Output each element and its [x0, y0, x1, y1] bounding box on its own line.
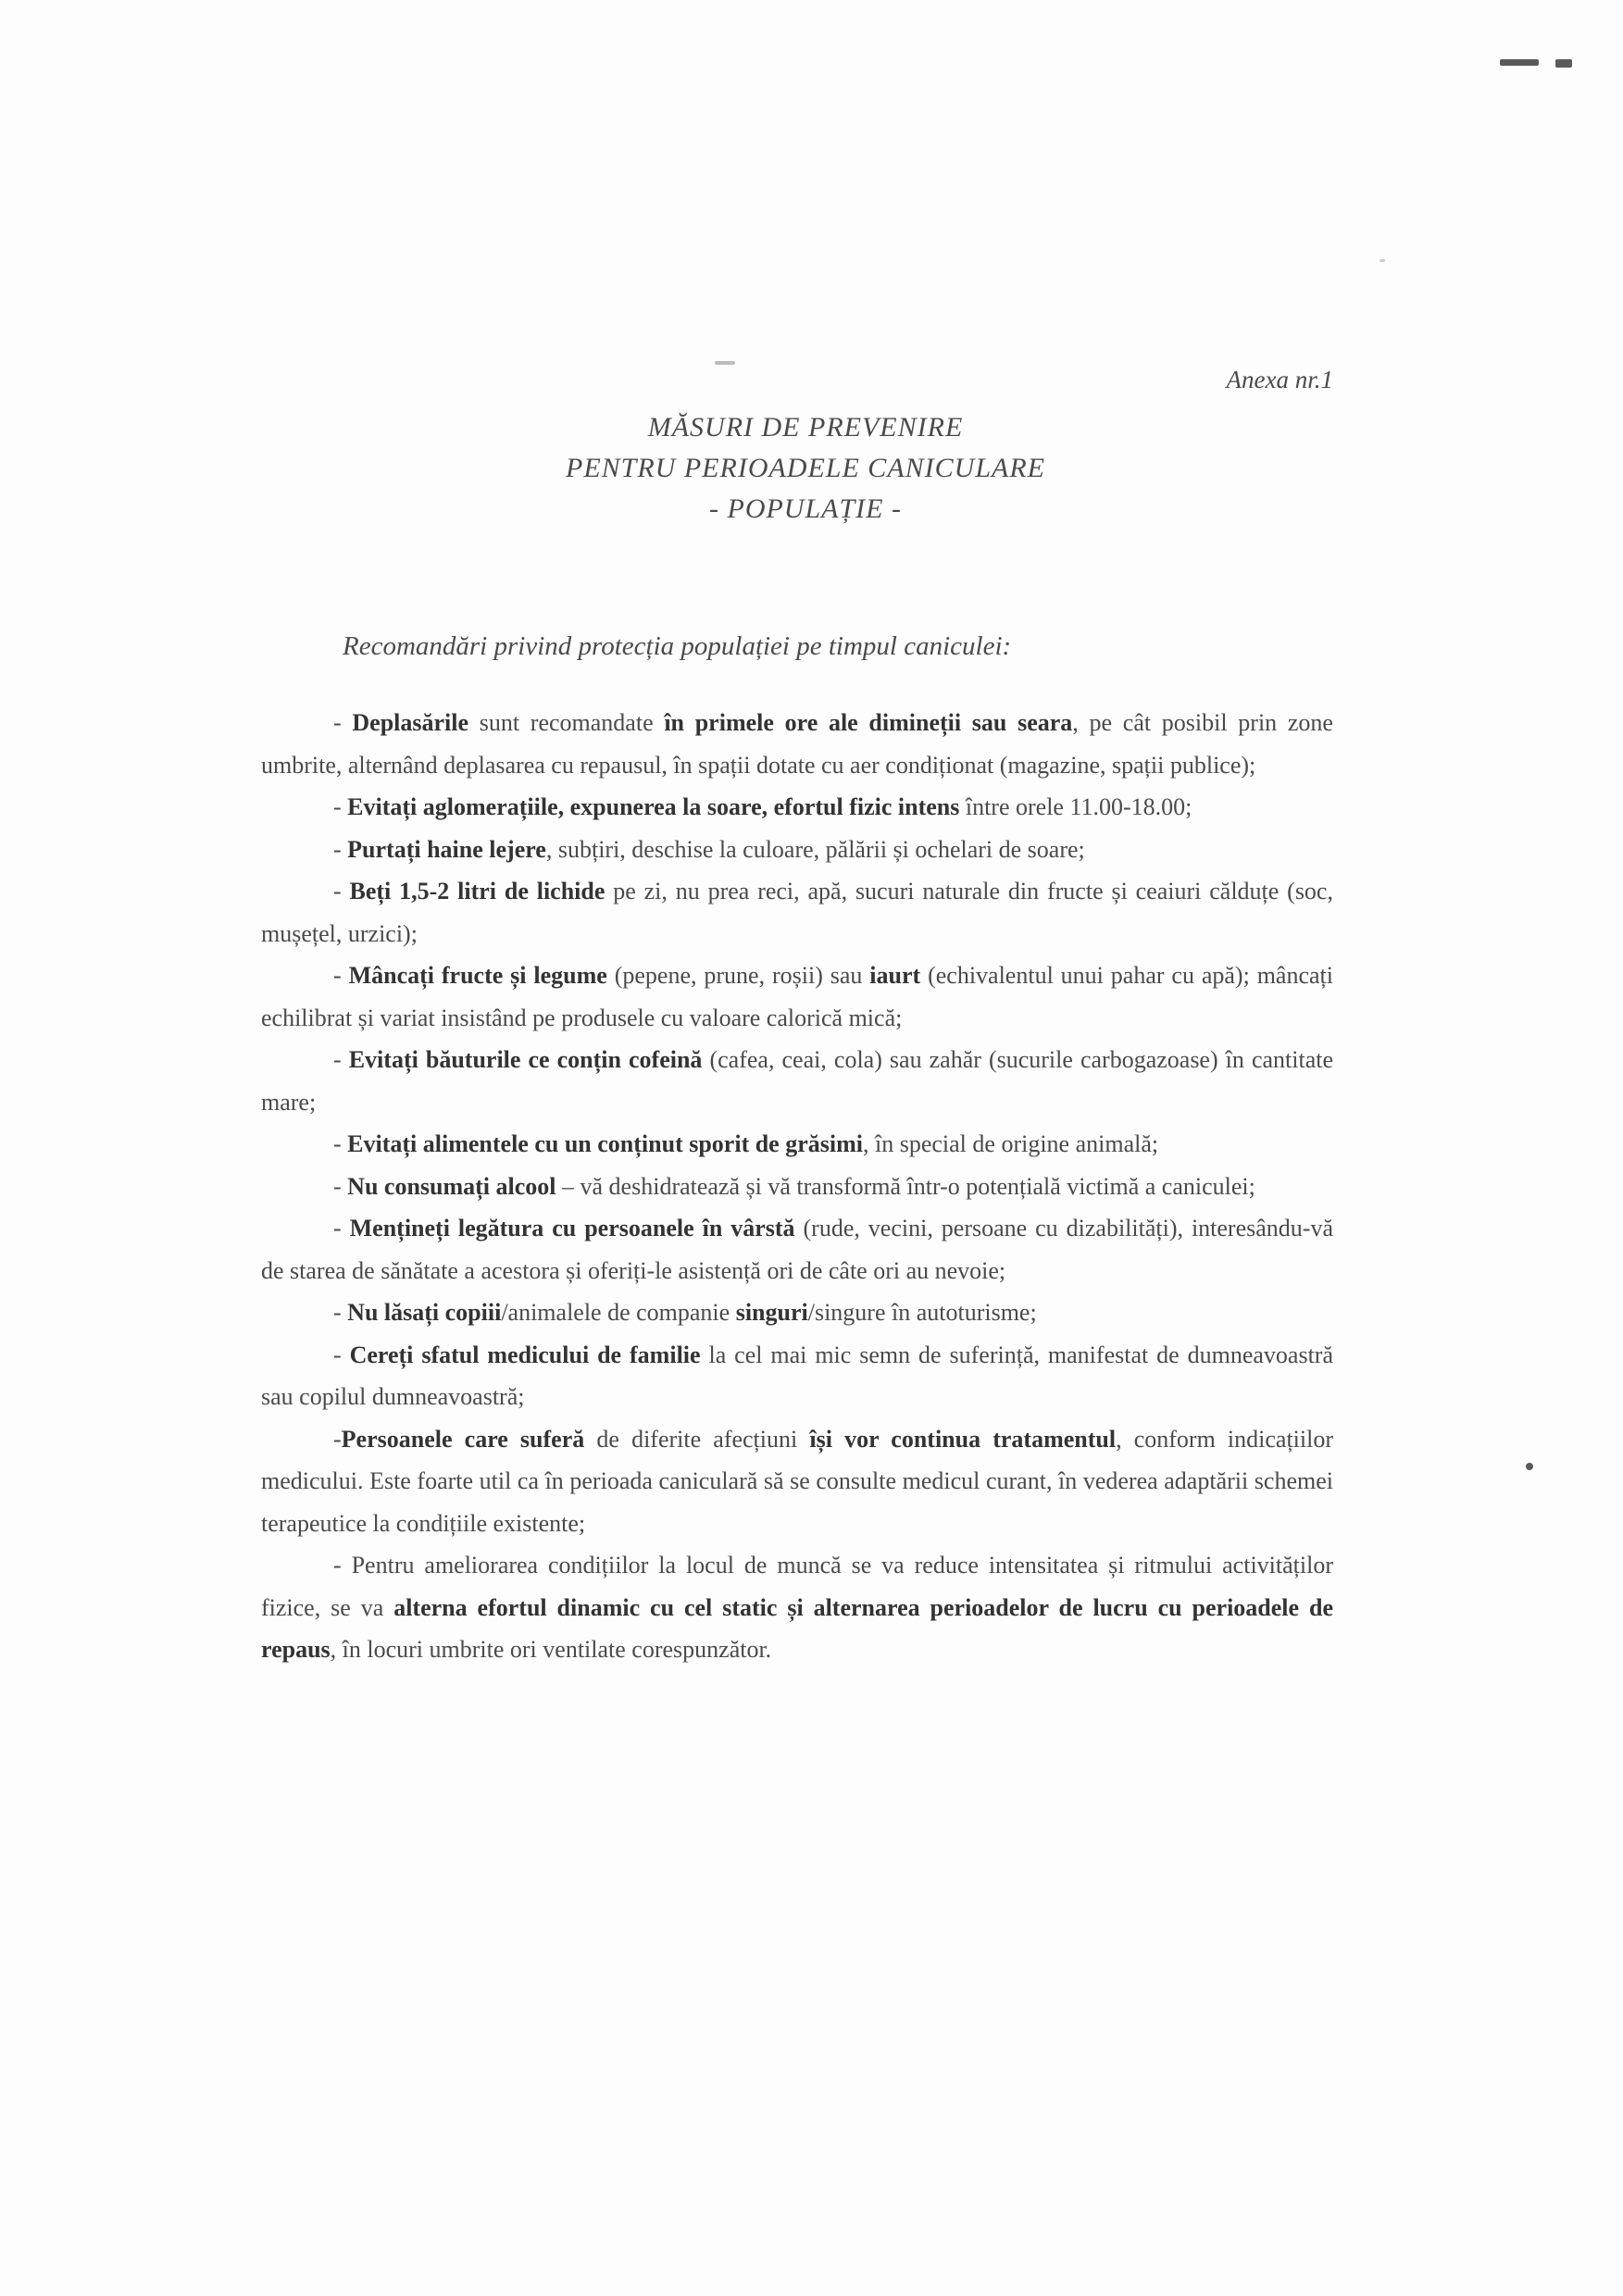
scan-artifact: [1500, 59, 1539, 66]
section-subtitle: Recomandări privind protecția populației pe timpul caniculei:: [343, 631, 1012, 661]
annex-label: Anexa nr.1: [1226, 366, 1333, 393]
recommendation-item: - Evitați aglomerațiile, expunerea la soare, efortul fizic intens între orele 11.00-18.00;: [333, 793, 1192, 820]
recommendation-item: - Mențineți legătura cu persoanele în vârstă (rude, vecini, persoane cu dizabilități), interesându-vă de starea de sănătate a acestora și oferiți-le asistență ori de câte ori au nevoie;: [261, 1215, 1333, 1284]
recommendation-item: - Mâncați fructe și legume (pepene, prune, roșii) sau iaurt (echivalentul unui pahar cu apă); mâncați echilibrat și variat insistând pe produsele cu valoare calorică mică;: [261, 962, 1333, 1031]
recommendation-item: - Purtați haine lejere, subțiri, deschise la culoare, pălării și ochelari de soare;: [333, 835, 1085, 863]
recommendations-list: [261, 702, 1333, 1671]
recommendation-item: - Evitați alimentele cu un conținut sporit de grăsimi, în special de origine animală;: [333, 1130, 1159, 1157]
recommendation-item: - Cereți sfatul medicului de familie la cel mai mic semn de suferință, manifestat de dumneavoastră sau copilul dumneavoastră;: [261, 1341, 1333, 1410]
title-line-1: MĂSURI DE PREVENIRE: [647, 412, 964, 443]
recommendation-item: - Pentru ameliorarea condițiilor la locul de muncă se va reduce intensitatea și ritmului activităților fizice, se va alterna efortul dinamic cu cel static și alternarea perioadelor de lucru cu perioadele de repaus, în locuri umbrite ori ventilate corespunzător.: [261, 1552, 1333, 1663]
recommendation-item: - Beți 1,5-2 litri de lichide pe zi, nu prea reci, apă, sucuri naturale din fructe și ceaiuri călduțe (soc, mușețel, urzici);: [261, 878, 1333, 947]
title-line-3: - POPULAȚIE -: [709, 493, 902, 524]
scan-artifact: [1380, 259, 1385, 262]
scan-artifact: [1555, 59, 1572, 68]
recommendation-item: - Nu consumați alcool – vă deshidratează și vă transformă într-o potențială victimă a caniculei;: [333, 1172, 1255, 1200]
recommendation-item: -Persoanele care suferă de diferite afecțiuni își vor continua tratamentul, conform indicațiilor medicului. Este foarte util ca în perioada caniculară să se consulte medicul curant, în vederea adaptării schemei terapeutice la condițiile existente;: [261, 1425, 1334, 1537]
title-line-2: PENTRU PERIOADELE CANICULARE: [566, 453, 1045, 483]
recommendation-item: - Nu lăsați copiii/animalele de companie singuri/singure în autoturisme;: [333, 1299, 1037, 1326]
scan-artifact: [715, 361, 735, 365]
scan-artifact: [1526, 1463, 1533, 1470]
recommendation-item: - Deplasările sunt recomandate în primele ore ale dimineții sau seara, pe cât posibil prin zone umbrite, alternând deplasarea cu repausul, în spații dotate cu aer condiționat (magazine, spații publice);: [261, 709, 1333, 779]
document-title: [435, 407, 1176, 530]
recommendation-item: - Evitați băuturile ce conțin cofeină (cafea, ceai, cola) sau zahăr (sucurile carbogazoase) în cantitate mare;: [261, 1046, 1334, 1116]
